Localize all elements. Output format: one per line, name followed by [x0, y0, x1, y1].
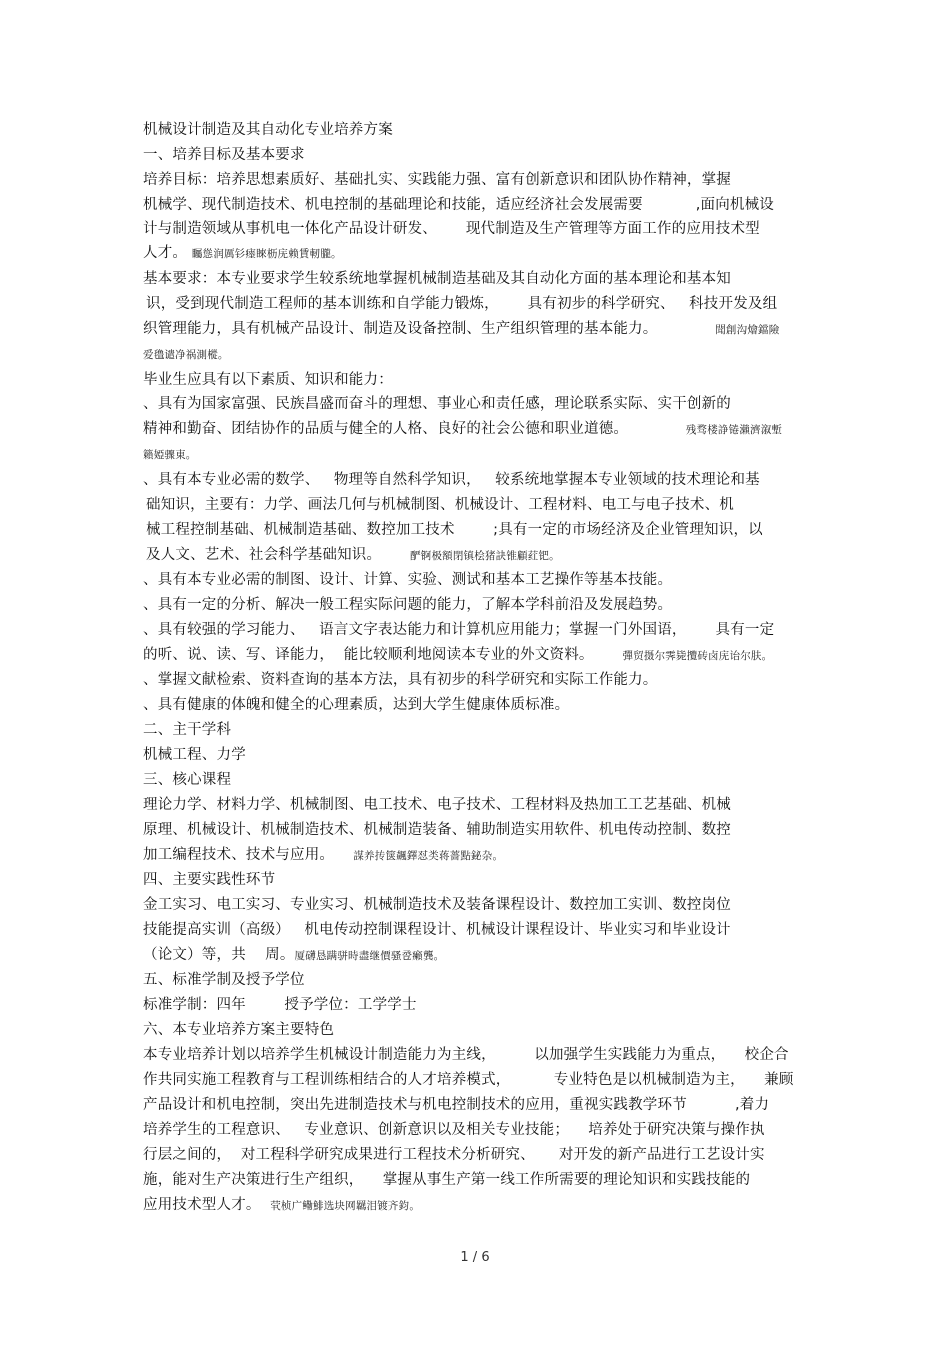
text-segment: 本专业培养计划以培养学生机械设计制造能力为主线，	[143, 1047, 496, 1063]
text-segment: 加工编程技术、技术与应用。	[143, 847, 335, 863]
text-segment: ,着力	[686, 1097, 770, 1113]
text-segment: 机电传动控制课程设计、机械设计课程设计、毕业实习和毕业设计	[290, 922, 731, 938]
text-line	[143, 570, 672, 590]
text-segment: 机械工程、力学	[143, 747, 246, 763]
text-segment: 精神和勤奋、团结协作的品质与健全的人格、良好的社会公德和职业道德。	[143, 421, 629, 437]
text-segment: 产品设计和机电控制，突出先进制造技术与机电控制技术的应用，重视实践教学环节	[143, 1097, 687, 1113]
garbled-watermark-text: 謀养抟箧飆鐸怼类蒋薔點鉍杂。	[353, 850, 504, 862]
text-line	[143, 995, 417, 1015]
text-segment: 、掌握文献检索、资料查询的基本方法，具有初步的科学研究和实际工作能力。	[143, 672, 658, 688]
text-segment: 应用技术型人才。	[143, 1197, 261, 1213]
text-segment	[261, 1197, 271, 1213]
page-number: 1 / 6	[460, 1250, 490, 1265]
text-line	[143, 1120, 765, 1140]
text-segment: 械工程控制基础、机械制造基础、数控加工技术	[146, 522, 455, 538]
text-line	[143, 695, 569, 715]
text-segment: 周。	[245, 947, 295, 963]
text-line	[143, 269, 731, 289]
text-line	[143, 145, 305, 165]
text-line	[143, 1095, 769, 1115]
text-segment: 的听、说、读、写、译能力，	[143, 647, 335, 663]
text-segment: 技能提高实训（高级）	[143, 922, 290, 938]
text-line	[143, 1170, 750, 1190]
text-segment: 础知识，主要有：力学、画法几何与机械制图、机械设计、工程材料、电工与电子技术、机	[146, 497, 734, 513]
garbled-watermark-text: 残骛楼諍锩瀨濟溆塹	[685, 424, 783, 436]
text-line	[143, 970, 305, 990]
text-segment: 织管理能力，具有机械产品设计、制造及设备控制、生产组织管理的基本能力。	[143, 321, 658, 337]
text-segment: 、具有本专业必需的制图、设计、计算、实验、测试和基本工艺操作等基本技能。	[143, 572, 673, 588]
text-segment: 对工程科学研究成果进行工程技术分析研究、	[231, 1147, 535, 1163]
text-segment: 、具有健康的体魄和健全的心理素质，达到大学生健康体质标准。	[143, 697, 570, 713]
text-line	[143, 1070, 794, 1090]
text-line	[143, 394, 731, 414]
text-segment: 培养处于研究决策与操作执	[569, 1122, 765, 1138]
text-segment: 二、主干学科	[143, 722, 232, 738]
text-segment: 科技开发及组	[674, 296, 778, 312]
text-line	[143, 1045, 789, 1065]
text-segment: 专业意识、创新意识以及相关专业技能；	[290, 1122, 570, 1138]
text-segment	[628, 421, 686, 437]
text-segment: ,面向机械设	[642, 197, 775, 213]
text-line	[146, 520, 763, 540]
garbled-watermark-text: 爱氇谴净祸測樅。	[143, 349, 229, 361]
text-segment: 标准学制：四年	[143, 997, 246, 1013]
text-segment: 基本要求：本专业要求学生较系统地掌握机械制造基础及其自动化方面的基本理论和基本知	[143, 271, 731, 287]
text-segment: 计与制造领域从事机电一体化产品设计研发、	[143, 221, 437, 237]
text-segment	[381, 547, 410, 563]
text-segment: 识，受到现代制造工程师的基本训练和自学能力锻炼，	[146, 296, 499, 312]
text-segment: 语言文字表达能力和计算机应用能力；掌握一门外国语，	[304, 622, 687, 638]
text-segment	[594, 647, 623, 663]
text-line	[143, 419, 782, 440]
text-segment: 培养目标：培养思想素质好、基础扎实、实践能力强、富有创新意识和团队协作精神，掌握	[143, 172, 731, 188]
garbled-watermark-text: 彈贸摄尔霁毙攬砖卤庑诒尔肤。	[622, 650, 773, 662]
text-line	[143, 243, 342, 264]
text-line	[143, 920, 731, 940]
text-segment: 理论力学、材料力学、机械制图、电工技术、电子技术、工程材料及热加工工艺基础、机械	[143, 797, 731, 813]
text-segment: 能比较顺利地阅读本专业的外文资料。	[334, 647, 594, 663]
text-segment: 、具有一定的分析、解决一般工程实际问题的能力，了解本学科前沿及发展趋势。	[143, 597, 673, 613]
text-segment	[658, 321, 716, 337]
text-line	[143, 1020, 334, 1040]
text-segment: 金工实习、电工实习、专业实习、机械制造技术及装备课程设计、数控加工实训、数控岗位	[143, 897, 731, 913]
text-segment: 人才。	[143, 245, 192, 261]
text-segment: 掌握从事生产第一线工作所需要的理论知识和实践技能的	[363, 1172, 751, 1188]
text-segment: 较系统地掌握本专业领域的技术理论和基	[480, 472, 760, 488]
text-segment: 原理、机械设计、机械制造技术、机械制造装备、辅助制造实用软件、机电传动控制、数控	[143, 822, 731, 838]
text-segment: 专业特色是以机械制造为主，	[510, 1072, 745, 1088]
text-line	[143, 645, 772, 666]
text-segment	[334, 847, 353, 863]
text-line	[143, 1195, 420, 1216]
text-line	[143, 720, 231, 740]
text-segment: ;具有一定的市场经济及企业管理知识，以	[454, 522, 763, 538]
text-line	[143, 444, 197, 465]
text-line	[143, 319, 779, 340]
text-line	[143, 370, 393, 390]
garbled-watermark-text: 厦礴恳蹒骈時盡继價骚卺癩龔。	[294, 950, 445, 962]
text-segment: 以加强学生实践能力为重点，	[495, 1047, 726, 1063]
text-line	[143, 219, 760, 239]
text-segment: 施，能对生产决策进行生产组织，	[143, 1172, 364, 1188]
text-segment: 物理等自然科学知识，	[319, 472, 481, 488]
text-segment: 一、培养目标及基本要求	[143, 147, 305, 163]
text-line	[146, 294, 777, 314]
text-segment: 授予学位：工学学士	[245, 997, 417, 1013]
garbled-watermark-text: 矚慫润厲钐瘗睞枥庑赖賃軔朧。	[191, 248, 342, 260]
text-segment: 毕业生应具有以下素质、知识和能力：	[143, 372, 393, 388]
text-line	[143, 620, 774, 640]
text-line	[143, 945, 444, 966]
text-segment: 具有初步的科学研究、	[498, 296, 675, 312]
text-line	[143, 795, 731, 815]
text-line	[143, 595, 672, 615]
text-segment: 对开发的新产品进行工艺设计实	[534, 1147, 765, 1163]
text-segment: 三、核心课程	[143, 772, 232, 788]
text-segment: 、具有为国家富强、民族昌盛而奋斗的理想、事业心和责任感，理论联系实际、实干创新的	[143, 396, 731, 412]
text-line	[143, 820, 731, 840]
text-segment: 六、本专业培养方案主要特色	[143, 1022, 335, 1038]
text-line	[146, 545, 560, 566]
text-line	[143, 870, 275, 890]
text-segment: 具有一定	[686, 622, 775, 638]
text-line	[143, 745, 246, 765]
text-segment: 兼顾	[744, 1072, 794, 1088]
text-line	[146, 495, 734, 515]
text-segment: （论文）等，共	[143, 947, 246, 963]
text-segment: 培养学生的工程意识、	[143, 1122, 290, 1138]
text-line	[143, 120, 393, 140]
garbled-watermark-text: 籟婭骤東。	[143, 449, 197, 461]
garbled-watermark-text: 酽锕极額閉镇桧猪訣锥顧荭钯。	[410, 550, 560, 562]
garbled-watermark-text: 茕桢广鳓鯡选块网羈泪镀齐鈞。	[270, 1200, 421, 1212]
text-segment: 机械设计制造及其自动化专业培养方案	[143, 122, 393, 138]
text-line	[143, 344, 229, 365]
text-segment: 作共同实施工程教育与工程训练相结合的人才培养模式，	[143, 1072, 511, 1088]
text-line	[143, 170, 731, 190]
text-line	[143, 470, 760, 490]
text-segment: 、具有较强的学习能力、	[143, 622, 305, 638]
text-segment: 四、主要实践性环节	[143, 872, 276, 888]
text-segment: 现代制造及生产管理等方面工作的应用技术型	[437, 221, 760, 237]
text-segment: 及人文、艺术、社会科学基础知识。	[146, 547, 382, 563]
garbled-watermark-text: 聞創沟燴鐺險	[715, 324, 780, 336]
text-segment: 、具有本专业必需的数学、	[143, 472, 320, 488]
text-segment: 行层之间的，	[143, 1147, 232, 1163]
text-line	[143, 1145, 765, 1165]
text-line	[143, 770, 231, 790]
text-segment: 校企合	[725, 1047, 789, 1063]
text-line	[143, 895, 731, 915]
text-line	[143, 195, 774, 215]
text-line	[143, 845, 503, 866]
text-segment: 机械学、现代制造技术、机电控制的基础理论和技能，适应经济社会发展需要	[143, 197, 643, 213]
text-line	[143, 670, 658, 690]
text-segment: 五、标准学制及授予学位	[143, 972, 305, 988]
